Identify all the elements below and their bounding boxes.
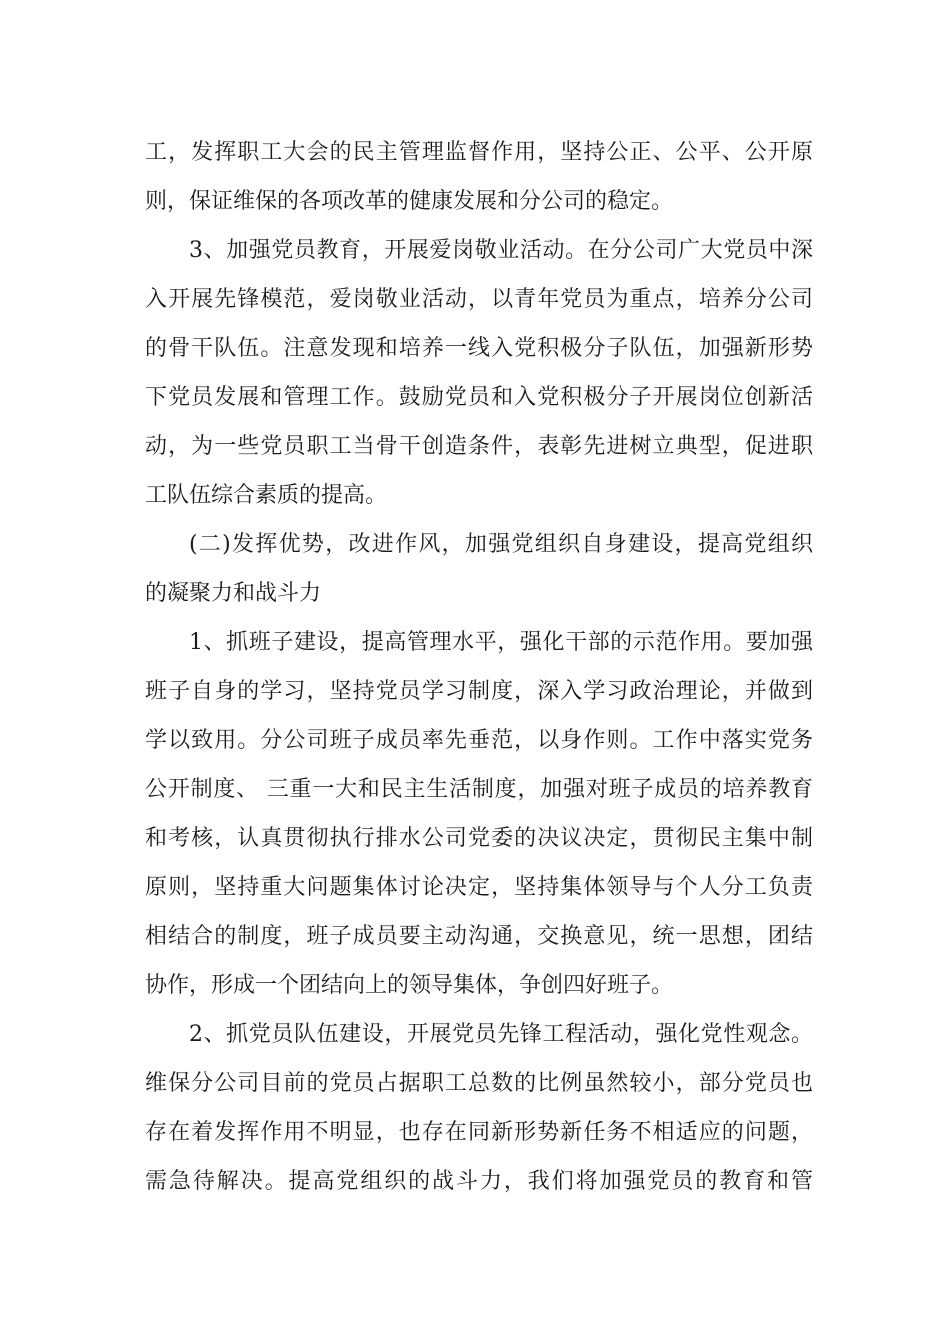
- text-line: 则，保证维保的各项改革的健康发展和分公司的稳定。: [145, 189, 674, 214]
- text-line: 的骨干队伍。注意发现和培养一线入党积极分子队伍，加强新形势: [145, 336, 813, 361]
- text-line: 学以致用。分公司班子成员率先垂范，以身作则。工作中落实党务: [145, 728, 813, 753]
- text-line: 需急待解决。提高党组织的战斗力，我们将加强党员的教育和管: [145, 1169, 813, 1194]
- section-heading-line: 的凝聚力和战斗力: [145, 581, 322, 606]
- paragraph-start-line: 1、抓班子建设，提高管理水平，强化干部的示范作用。要加强: [189, 630, 813, 655]
- body-text: [145, 128, 813, 1206]
- text-line: 工队伍综合素质的提高。: [145, 483, 388, 508]
- section-heading-line: (二)发挥优势，改进作风，加强党组织自身建设，提高党组织: [189, 532, 813, 557]
- text-line: 原则，坚持重大问题集体讨论决定，坚持集体领导与个人分工负责: [145, 875, 813, 900]
- text-line: 相结合的制度，班子成员要主动沟通，交换意见，统一思想，团结: [145, 924, 813, 949]
- text-line: 存在着发挥作用不明显，也存在同新形势新任务不相适应的问题，: [145, 1120, 813, 1145]
- text-line: 公开制度、 三重一大和民主生活制度，加强对班子成员的培养教育: [145, 777, 813, 802]
- text-line: 入开展先锋模范，爱岗敬业活动，以青年党员为重点，培养分公司: [145, 287, 813, 312]
- text-line: 下党员发展和管理工作。鼓励党员和入党积极分子开展岗位创新活: [145, 385, 813, 410]
- text-line: 工，发挥职工大会的民主管理监督作用，坚持公正、公平、公开原: [145, 140, 813, 165]
- text-line: 协作，形成一个团结向上的领导集体，争创四好班子。: [145, 973, 674, 998]
- paragraph-start-line: 3、加强党员教育，开展爱岗敬业活动。在分公司广大党员中深: [189, 238, 813, 263]
- paragraph-start-line: 2、抓党员队伍建设，开展党员先锋工程活动，强化党性观念。: [189, 1022, 813, 1047]
- text-line: 动，为一些党员职工当骨干创造条件，表彰先进树立典型，促进职: [145, 434, 813, 459]
- text-line: 和考核，认真贯彻执行排水公司党委的决议决定，贯彻民主集中制: [145, 826, 813, 851]
- text-line: 班子自身的学习，坚持党员学习制度，深入学习政治理论，并做到: [145, 679, 813, 704]
- text-line: 维保分公司目前的党员占据职工总数的比例虽然较小，部分党员也: [145, 1071, 813, 1096]
